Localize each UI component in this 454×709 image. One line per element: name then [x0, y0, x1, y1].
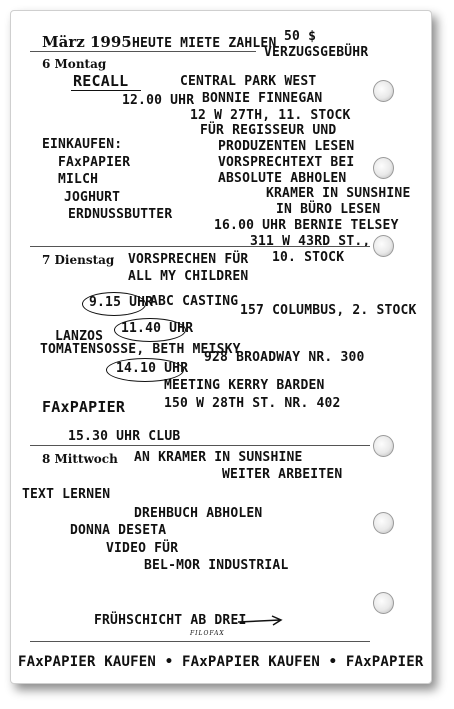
audition-line-2: ALL MY CHILDREN: [128, 269, 249, 284]
donna-deseta: DONNA DESETA: [70, 523, 167, 538]
kramer-line-2: IN BÜRO LESEN: [276, 202, 381, 217]
meisky-address: 928 BROADWAY NR. 300: [204, 350, 365, 365]
task-line-2: PRODUZENTEN LESEN: [218, 139, 355, 154]
binder-hole: [373, 512, 394, 534]
pickup-line-2: ABSOLUTE ABHOLEN: [218, 171, 347, 186]
binder-hole: [373, 80, 394, 102]
early-shift-note: FRÜHSCHICHT AB DREI: [94, 613, 247, 628]
learn-text: TEXT LERNEN: [22, 487, 111, 502]
meeting-address: 150 W 28TH ST. NR. 402: [164, 396, 341, 411]
day-label-monday: 6 Montag: [42, 57, 107, 71]
club-appointment: 15.30 UHR CLUB: [68, 429, 181, 444]
recall-underline: [71, 90, 141, 91]
audition-line-1: VORSPRECHEN FÜR: [128, 252, 249, 267]
tuesday-time-2: 11.40 UHR: [121, 321, 194, 336]
footer-note: FAxPAPIER KAUFEN • FAxPAPIER KAUFEN • FAxPAPIER: [18, 654, 424, 670]
kramer-line-1: KRAMER IN SUNSHINE: [266, 186, 411, 201]
binder-hole: [373, 592, 394, 614]
brand-logo: FILOFAX: [190, 630, 225, 637]
finnegan-address: 12 W 27TH, 11. STOCK: [190, 108, 351, 123]
kramer-work-2: WEITER ARBEITEN: [222, 467, 343, 482]
binder-hole: [373, 235, 394, 257]
footer-rule: [30, 641, 370, 642]
monday-time: 12.00 UHR: [122, 93, 195, 108]
abc-casting: ABC CASTING: [150, 294, 239, 309]
arrow-icon: [236, 614, 286, 628]
recall-note: RECALL: [73, 72, 129, 90]
video-for: VIDEO FÜR: [106, 541, 179, 556]
location: CENTRAL PARK WEST: [180, 74, 317, 89]
person-finnegan: BONNIE FINNEGAN: [202, 91, 323, 106]
task-line-1: FÜR REGISSEUR UND: [200, 123, 337, 138]
shopping-item: JOGHURT: [64, 190, 121, 205]
telsey-address-2: 10. STOCK: [272, 250, 345, 265]
shopping-item: FAxPAPIER: [58, 155, 131, 170]
telsey-address-1: 311 W 43RD ST.,: [250, 234, 371, 249]
shopping-item: ERDNUSSBUTTER: [68, 207, 173, 222]
lanzos: LANZOS: [55, 329, 104, 344]
month-heading: März 1995: [42, 33, 132, 51]
pickup-line-1: VORSPRECHTEXT BEI: [218, 155, 355, 170]
day-label-wednesday: 8 Mittwoch: [42, 452, 118, 466]
binder-hole: [373, 435, 394, 457]
binder-hole: [373, 157, 394, 179]
tuesday-time-1: 9.15 UHR: [89, 295, 154, 310]
fax-paper: FAxPAPIER: [42, 398, 126, 416]
rent-note: HEUTE MIETE ZAHLEN: [132, 36, 277, 51]
pickup-script: DREHBUCH ABHOLEN: [134, 506, 263, 521]
header-rule: [30, 51, 256, 52]
late-fee-label: VERZUGSGEBÜHR: [264, 45, 369, 60]
day-rule: [30, 246, 370, 247]
tuesday-time-3: 14.10 UHR: [116, 361, 189, 376]
late-fee-amount: 50 $: [284, 29, 317, 44]
day-label-tuesday: 7 Dienstag: [42, 253, 115, 267]
shopping-title: EINKAUFEN:: [42, 137, 123, 152]
casting-address: 157 COLUMBUS, 2. STOCK: [240, 303, 417, 318]
day-rule: [30, 445, 370, 446]
belmor-industrial: BEL-MOR INDUSTRIAL: [144, 558, 289, 573]
sauce-meisky: TOMATENSOSSE, BETH MEISKY: [40, 342, 241, 357]
shopping-item: MILCH: [58, 172, 99, 187]
telsey-appointment: 16.00 UHR BERNIE TELSEY: [214, 218, 399, 233]
kramer-work-1: AN KRAMER IN SUNSHINE: [134, 450, 303, 465]
meeting-barden: MEETING KERRY BARDEN: [164, 378, 325, 393]
